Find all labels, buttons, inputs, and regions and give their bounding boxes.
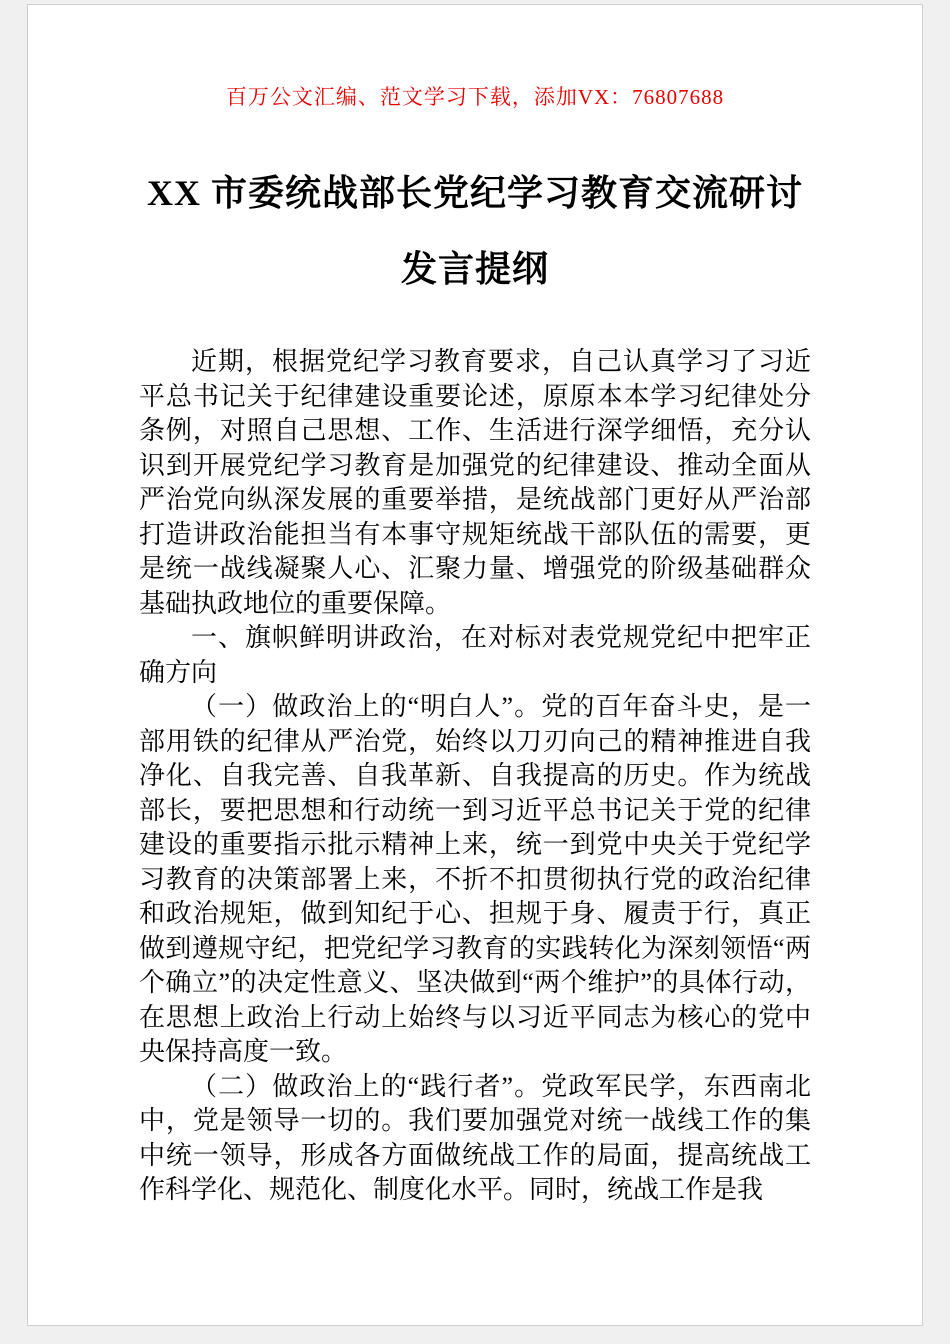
document-page bbox=[27, 4, 923, 1326]
document-body bbox=[139, 345, 811, 1208]
paragraph-intro: 近期，根据党纪学习教育要求，自己认真学习了习近平总书记关于纪律建设重要论述，原原本本学习纪律处分条例，对照自己思想、工作、生活进行深学细悟，充分认识到开展党纪学习教育是加强党的纪律建设、推动全面从严治党向纵深发展的重要举措，是统战部门更好从严治部打造讲政治能担当有本事守规矩统战干部队伍的需要，更是统一战线凝聚人心、汇聚力量、增强党的阶级基础群众基础执政地位的重要保障。 bbox=[139, 347, 811, 618]
paragraph-point-1: （一）做政治上的“明白人”。党的百年奋斗史，是一部用铁的纪律从严治党，始终以刀刃向己的精神推进自我净化、自我完善、自我革新、自我提高的历史。作为统战部长，要把思想和行动统一到习近平总书记关于党的纪律建设的重要指示批示精神上来，统一到党中央关于党纪学习教育的决策部署上来，不折不扣贯彻执行党的政治纪律和政治规矩，做到知纪于心、担规于身、履责于行，真正做到遵规守纪，把党纪学习教育的实践转化为深刻领悟“两个确立”的决定性意义、坚决做到“两个维护”的具体行动，在思想上政治上行动上始终与以习近平同志为核心的党中央保持高度一致。 bbox=[139, 692, 811, 1066]
document-title: XX 市委统战部长党纪学习教育交流研讨发言提纲 bbox=[147, 173, 803, 289]
header-notice: 百万公文汇编、范文学习下载，添加VX：76807688 bbox=[225, 85, 725, 109]
paragraph-point-2: （二）做政治上的“践行者”。党政军民学，东西南北中，党是领导一切的。我们要加强党对统一战线工作的集中统一领导，形成各方面做统战工作的局面，提高统战工作科学化、规范化、制度化水平。同时，统战工作是我 bbox=[139, 1071, 811, 1204]
section-heading-1: 一、旗帜鲜明讲政治，在对标对表党规党纪中把牢正确方向 bbox=[139, 623, 811, 687]
